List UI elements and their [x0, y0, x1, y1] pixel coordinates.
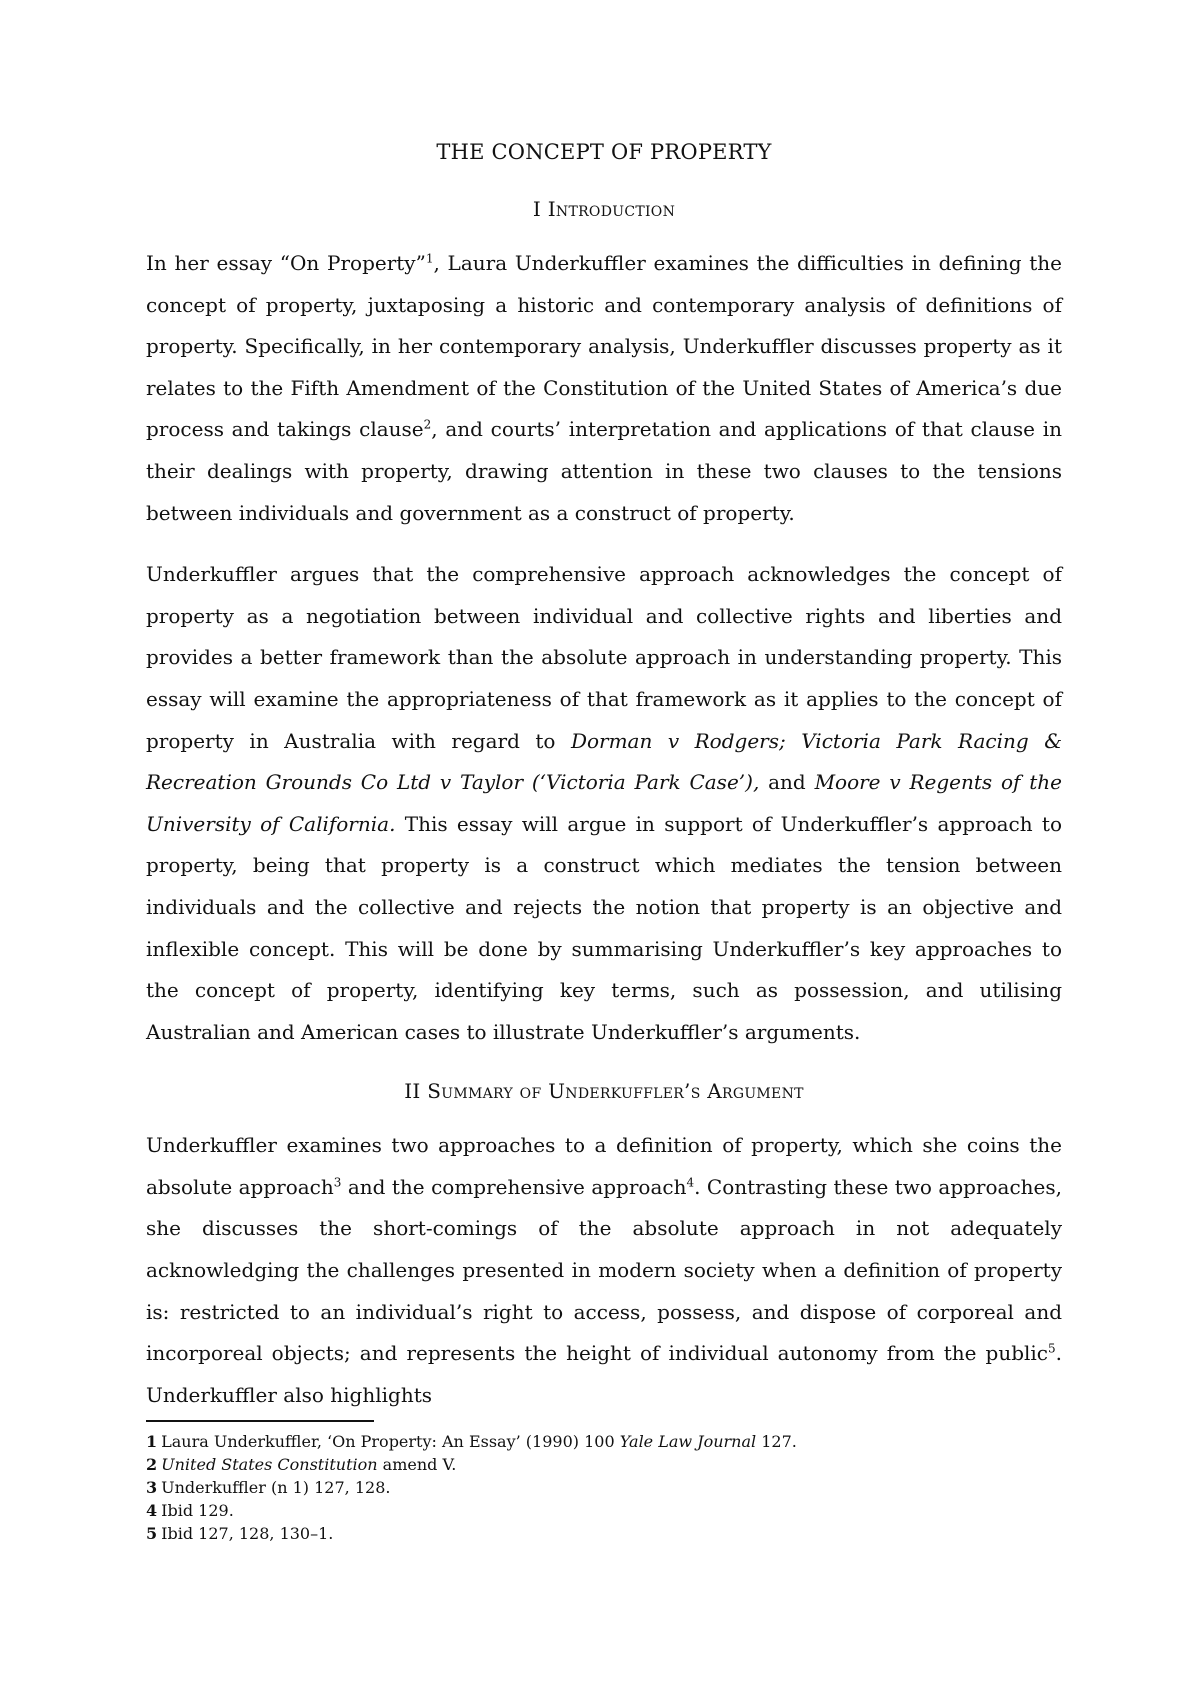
- footnote-number: 5: [146, 1524, 158, 1543]
- paragraph-text: , and courts’ interpretation and applications of that clause in their dealings with property, drawing attention in these two clauses to the tensions between individuals and government as a construct of property.: [146, 417, 1062, 525]
- footnote-separator: [146, 1420, 374, 1422]
- footnote: [146, 1499, 1062, 1522]
- footnote-ref[interactable]: 2: [423, 417, 432, 432]
- footnote: [146, 1453, 1062, 1476]
- section-summary: [146, 1079, 1062, 1416]
- footnote-text: Underkuffler (n 1) 127, 128.: [161, 1478, 391, 1497]
- paragraph-text: . Underkuffler also highlights: [146, 1341, 1062, 1407]
- paragraph: [146, 243, 1062, 534]
- footnote: [146, 1522, 1062, 1545]
- footnote-number: 1: [146, 1432, 158, 1451]
- footnote-text: 127.: [756, 1432, 797, 1451]
- paragraph-text: Underkuffler examines two approaches to a definition of property, which she coins the absolute approach: [146, 1133, 1062, 1199]
- footnote-text: Ibid 127, 128, 130–1.: [161, 1524, 334, 1543]
- paragraph-text: , Laura Underkuffler examines the difficulties in defining the concept of property, juxtaposing a historic and contemporary analysis of definitions of property. Specifically, in her contemporary analysis, Underkuffler discusses property as it relates to the Fifth Amendment of the Constitution of the United States of America’s due process and takings clause: [146, 251, 1062, 442]
- case-citation: Moore v Regents of the University of California.: [146, 770, 1062, 836]
- paragraph-text: In her essay “On Property”: [146, 251, 426, 275]
- footnote-text: Ibid 129.: [161, 1501, 234, 1520]
- footnote-ref[interactable]: 4: [686, 1175, 695, 1190]
- footnote-ref[interactable]: 5: [1048, 1341, 1056, 1356]
- footnotes: [146, 1430, 1062, 1545]
- footnote-number: 3: [146, 1478, 158, 1497]
- footnote-text: amend V.: [377, 1455, 457, 1474]
- section-heading: I Introduction: [532, 197, 676, 221]
- paragraph: [146, 554, 1062, 1053]
- paragraph-text: This essay will argue in support of Underkuffler’s approach to property, being that property is a construct which mediates the tension between individuals and the collective and rejects the notion that property is an objective and inflexible concept. This will be done by summarising Underkuffler’s key approaches to the concept of property, identifying key terms, such as possession, and utilising Australian and American cases to illustrate Underkuffler’s arguments.: [146, 811, 1062, 1044]
- footnote-italic: United States Constitution: [161, 1455, 378, 1474]
- footnote-ref[interactable]: 3: [333, 1175, 342, 1190]
- paragraph-text: Underkuffler argues that the comprehensive approach acknowledges the concept of property as a negotiation between individual and collective rights and liberties and provides a better framework than the absolute approach in understanding property. This essay will examine the appropriateness of that framework as it applies to the concept of property in Australia with regard to: [146, 562, 1062, 753]
- section-heading: II Summary of Underkuffler’s Argument: [404, 1079, 804, 1104]
- footnote-number: 4: [146, 1501, 158, 1520]
- footnote-text: Laura Underkuffler, ‘On Property: An Essay’ (1990) 100: [161, 1432, 620, 1451]
- paragraph-text: and: [759, 770, 815, 795]
- document-title: THE CONCEPT OF PROPERTY: [436, 140, 772, 164]
- footnote: [146, 1430, 1062, 1453]
- footnote-italic: Yale Law Journal: [619, 1432, 757, 1451]
- paragraph-text: . Contrasting these two approaches, she discusses the short-comings of the absolute approach in not adequately acknowledging the challenges presented in modern society when a definition of property is: restricted to an individual’s right to access, possess, and dispose of corporeal and incorporeal objects; and represents the height of individual autonomy from the public: [146, 1174, 1062, 1366]
- paragraph-text: and the comprehensive approach: [341, 1174, 687, 1199]
- section-introduction: [146, 197, 1062, 1053]
- case-citation: Dorman v Rodgers; Victoria Park Racing & Recreation Grounds Co Ltd v Taylor (‘Victoria Park Case’),: [146, 728, 1063, 795]
- document-body: [146, 140, 1062, 1416]
- paragraph: [146, 1125, 1062, 1416]
- footnote-number: 2: [146, 1455, 158, 1474]
- footnote: [146, 1476, 1062, 1499]
- footnote-ref[interactable]: 1: [425, 251, 434, 266]
